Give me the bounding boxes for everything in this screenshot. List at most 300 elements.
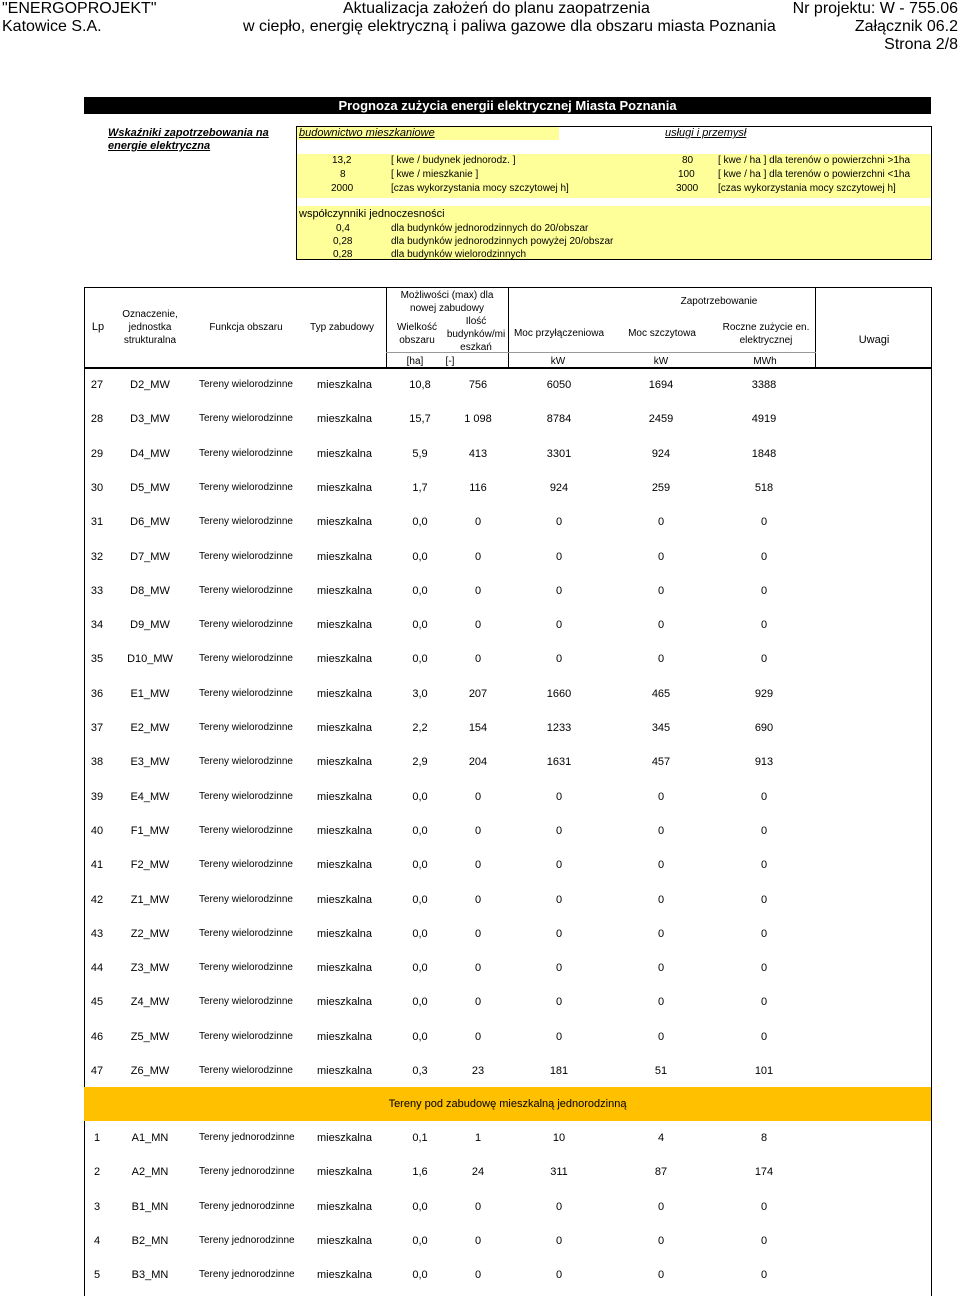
cell-roczne: 0 [760,1030,768,1043]
company-city: Katowice S.A. [2,18,102,35]
cell-oznaczenie: D8_MW [130,584,170,597]
table-row [84,547,932,567]
cell-roczne: 0 [760,824,768,837]
cell-lp: 1 [93,1132,101,1144]
attachment-number: Załącznik 06.2 [854,18,958,35]
cell-moc-szczyt: 0 [657,1200,665,1213]
cell-moc-szczyt: 345 [651,722,671,734]
cell-oznaczenie: Z2_MW [130,927,170,940]
cell-typ: mieszkalna [317,653,373,666]
doc-title-line2: w ciepło, energię elektryczną i paliwa gazowe dla obszaru miasta Poznania [243,18,776,35]
coef-value: 0,4 [336,223,350,234]
cell-oznaczenie: D3_MW [130,413,170,426]
cell-funkcja: Tereny jednorodzinne [199,1269,295,1281]
cell-funkcja: Tereny wielorodzinne [199,1065,293,1076]
cell-lp: 38 [90,756,104,769]
cell-wielkosc: 2,9 [412,756,428,769]
coef-value: 0,28 [333,249,353,260]
cell-moc-przyl: 0 [555,550,563,563]
table-row [84,478,932,498]
cell-wielkosc: 1,7 [412,481,428,494]
table-row [84,1027,932,1047]
cell-moc-szczyt: 457 [651,756,671,769]
cell-typ: mieszkalna [317,1065,373,1077]
cell-roczne: 0 [760,859,768,872]
cell-lp: 39 [90,790,104,803]
table-row [84,924,932,944]
cell-moc-przyl: 0 [555,653,563,666]
cell-typ: mieszkalna [317,1166,373,1179]
cell-moc-przyl: 0 [555,1234,563,1247]
cell-roczne: 0 [760,550,768,563]
cell-lp: 31 [90,516,104,529]
header-funkcja: Funkcja obszaru [209,322,283,333]
cell-wielkosc: 0,0 [412,516,428,529]
cell-funkcja: Tereny wielorodzinne [199,824,293,836]
cell-wielkosc: 0,0 [412,824,428,837]
cell-ilosc: 24 [471,1166,485,1179]
company-name: "ENERGOPROJEKT" [2,0,157,17]
cell-lp: 37 [90,722,104,734]
cell-typ: mieszkalna [317,1132,373,1144]
cell-lp: 42 [90,893,104,906]
cell-funkcja: Tereny wielorodzinne [199,619,293,631]
cell-moc-przyl: 0 [555,927,563,940]
housing-unit: [ kwe / mieszkanie ] [391,169,479,180]
cell-wielkosc: 0,0 [412,859,428,872]
services-unit: [czas wykorzystania mocy szczytowej h] [718,183,896,194]
cell-moc-szczyt: 924 [651,447,671,460]
cell-roczne: 0 [760,996,768,1009]
cell-typ: mieszkalna [317,962,373,975]
cell-roczne: 174 [754,1166,774,1179]
table-row [84,1197,932,1217]
table-row [84,958,932,978]
table-row [84,649,932,669]
cell-typ: mieszkalna [317,550,373,563]
cell-wielkosc: 0,0 [412,1234,428,1247]
cell-funkcja: Tereny wielorodzinne [199,481,293,493]
cell-lp: 28 [90,413,104,426]
cell-lp: 2 [93,1166,101,1179]
cell-oznaczenie: E3_MW [130,756,170,769]
cell-moc-szczyt: 51 [654,1065,668,1077]
cell-moc-przyl: 10 [552,1132,566,1144]
cell-moc-przyl: 311 [550,1166,568,1179]
cell-oznaczenie: D7_MW [130,550,170,563]
header-lp: Lp [91,321,105,333]
table-row [84,375,932,395]
cell-lp: 32 [90,550,104,563]
table-row [84,821,932,841]
cell-funkcja: Tereny wielorodzinne [199,687,293,699]
cell-lp: 35 [90,653,104,666]
cell-ilosc: 756 [468,379,488,391]
cell-funkcja: Tereny wielorodzinne [199,413,293,425]
cell-funkcja: Tereny wielorodzinne [199,722,293,733]
cell-wielkosc: 0,0 [412,790,428,803]
cell-moc-przyl: 8784 [546,413,572,426]
cell-moc-szczyt: 0 [657,859,665,872]
cell-moc-szczyt: 2459 [648,413,674,426]
page-number: Strona 2/8 [884,36,958,53]
cell-moc-szczyt: 0 [657,653,665,666]
table-row [84,615,932,635]
cell-wielkosc: 0,3 [412,1065,428,1077]
cell-wielkosc: 2,2 [412,722,428,734]
cell-moc-szczyt: 0 [657,1269,665,1282]
cell-roczne: 0 [760,893,768,906]
cell-typ: mieszkalna [317,859,373,872]
header-mozliwosci: Możliwości (max) dla nowej zabudowy [400,290,494,314]
cell-oznaczenie: D10_MW [127,653,173,666]
cell-oznaczenie: Z3_MW [130,962,170,975]
cell-moc-szczyt: 87 [654,1166,668,1179]
cell-wielkosc: 0,0 [412,927,428,940]
cell-lp: 5 [93,1269,101,1282]
housing-value: 13,2 [332,155,352,166]
housing-value: 8 [340,169,346,180]
cell-roczne: 929 [754,687,774,700]
cell-moc-przyl: 0 [555,824,563,837]
services-unit: [ kwe / ha ] dla terenów o powierzchni <1ha [718,169,911,180]
cell-oznaczenie: Z1_MW [130,893,170,906]
cell-ilosc: 0 [474,962,482,975]
cell-moc-przyl: 0 [555,619,563,632]
cell-typ: mieszkalna [317,790,373,803]
services-unit: [ kwe / ha ] dla terenów o powierzchni >1ha [718,155,911,166]
cell-ilosc: 0 [474,584,482,597]
cell-wielkosc: 0,0 [412,1269,428,1282]
cell-oznaczenie: E4_MW [130,790,170,803]
cell-typ: mieszkalna [317,379,373,391]
table-row [84,992,932,1012]
cell-moc-przyl: 0 [555,1200,563,1213]
cell-roczne: 0 [760,790,768,803]
cell-lp: 45 [90,996,104,1009]
cell-lp: 46 [90,1030,104,1043]
cell-moc-szczyt: 259 [651,481,671,494]
cell-ilosc: 0 [474,1269,482,1282]
cell-ilosc: 0 [474,893,482,906]
cell-moc-przyl: 0 [555,1030,563,1043]
cell-roczne: 0 [760,927,768,940]
cell-oznaczenie: Z6_MW [130,1065,170,1077]
cell-funkcja: Tereny wielorodzinne [199,996,293,1008]
unit-count: [-] [445,356,455,367]
services-value: 100 [678,169,695,180]
cell-roczne: 518 [754,481,774,494]
cell-funkcja: Tereny jednorodzinne [199,1166,295,1178]
cell-wielkosc: 0,0 [412,550,428,563]
cell-moc-przyl: 924 [549,481,569,494]
cell-wielkosc: 1,6 [412,1166,428,1179]
cell-roczne: 8 [760,1132,768,1144]
cell-funkcja: Tereny wielorodzinne [199,927,293,939]
cell-ilosc: 207 [468,687,488,700]
cell-wielkosc: 5,9 [412,447,428,460]
cell-oznaczenie: D6_MW [130,516,170,529]
cell-ilosc: 0 [474,516,482,529]
cell-wielkosc: 0,0 [412,1200,428,1213]
cell-ilosc: 0 [474,824,482,837]
coef-text: dla budynków jednorodzinnych do 20/obszar [391,223,589,234]
table-row [84,1162,932,1182]
services-value: 80 [682,155,694,166]
table-row [84,581,932,601]
cell-funkcja: Tereny wielorodzinne [199,516,293,528]
table-row [84,890,932,910]
cell-typ: mieszkalna [317,687,373,700]
cell-moc-szczyt: 0 [657,619,665,632]
cell-typ: mieszkalna [317,584,373,597]
housing-label: budownictwo mieszkaniowe [299,127,435,139]
cell-oznaczenie: B3_MN [131,1269,169,1282]
unit-mwh: MWh [753,356,777,367]
cell-roczne: 913 [754,756,774,769]
cell-funkcja: Tereny wielorodzinne [199,962,293,974]
doc-title-line1: Aktualizacja założeń do planu zaopatrzenia [343,0,650,17]
cell-funkcja: Tereny wielorodzinne [199,790,293,802]
cell-roczne: 0 [760,584,768,597]
cell-moc-przyl: 0 [555,1269,563,1282]
cell-typ: mieszkalna [317,481,373,494]
indicators-label: Wskaźniki zapotrzebowania na energie elektryczna [108,127,269,152]
cell-oznaczenie: D5_MW [130,481,170,494]
table-row [84,1128,932,1148]
cell-oznaczenie: B2_MN [131,1234,169,1247]
cell-typ: mieszkalna [317,996,373,1009]
cell-moc-szczyt: 0 [657,996,665,1009]
cell-wielkosc: 3,0 [412,687,428,700]
header-roczne: Roczne zużycie en. elektrycznej [722,322,810,346]
cell-moc-przyl: 0 [555,996,563,1009]
cell-ilosc: 23 [471,1065,485,1077]
cell-wielkosc: 0,0 [412,653,428,666]
cell-funkcja: Tereny jednorodzinne [199,1200,295,1212]
cell-moc-szczyt: 0 [657,550,665,563]
cell-lp: 47 [90,1065,104,1077]
cell-lp: 34 [90,619,104,632]
cell-roczne: 0 [760,1269,768,1282]
cell-moc-przyl: 0 [555,516,563,529]
cell-lp: 33 [90,584,104,597]
cell-ilosc: 0 [474,790,482,803]
cell-typ: mieszkalna [317,619,373,632]
header-oznaczenie: Oznaczenie, jednostka strukturalna [122,309,178,346]
cell-moc-szczyt: 0 [657,516,665,529]
cell-lp: 41 [90,859,104,872]
table-row [84,1061,932,1081]
table-row [84,512,932,532]
cell-funkcja: Tereny wielorodzinne [199,550,293,562]
cell-lp: 29 [90,447,104,460]
cell-oznaczenie: A1_MN [131,1132,169,1144]
cell-ilosc: 1 [474,1132,482,1144]
cell-funkcja: Tereny jednorodzinne [199,1234,295,1246]
header-ilosc: Ilość budynków/mi eszkań [446,316,506,353]
cell-moc-szczyt: 0 [657,824,665,837]
cell-moc-przyl: 0 [555,584,563,597]
table-row [84,444,932,464]
cell-roczne: 4919 [751,413,777,426]
cell-typ: mieszkalna [317,1030,373,1043]
header-zapotrzebowanie: Zapotrzebowanie [680,296,758,307]
cell-funkcja: Tereny wielorodzinne [199,447,293,459]
housing-unit: [ kwe / budynek jednorodz. ] [391,155,516,166]
cell-moc-szczyt: 4 [657,1132,665,1144]
cell-roczne: 0 [760,516,768,529]
unit-kw-szczyt: kW [653,356,669,367]
table-row [84,1265,932,1285]
cell-wielkosc: 0,1 [412,1132,428,1144]
cell-ilosc: 0 [474,859,482,872]
cell-ilosc: 0 [474,996,482,1009]
cell-wielkosc: 0,0 [412,996,428,1009]
cell-typ: mieszkalna [317,722,373,734]
cell-ilosc: 0 [474,619,482,632]
housing-value: 2000 [331,183,354,194]
cell-oznaczenie: Z4_MW [130,996,170,1009]
cell-roczne: 0 [760,1200,768,1213]
table-row [84,718,932,738]
table-row [84,752,932,772]
cell-lp: 44 [90,962,104,975]
cell-wielkosc: 0,0 [412,584,428,597]
header-moc-szczytowa: Moc szczytowa [628,328,696,339]
table-row [84,409,932,429]
cell-funkcja: Tereny jednorodzinne [199,1132,295,1143]
table-row [84,1231,932,1251]
cell-wielkosc: 15,7 [409,413,431,426]
cell-oznaczenie: F1_MW [130,824,170,837]
cell-oznaczenie: E2_MW [130,722,170,734]
cell-typ: mieszkalna [317,413,373,426]
cell-moc-przyl: 6050 [546,379,572,391]
cell-oznaczenie: Z5_MW [130,1030,170,1043]
cell-roczne: 101 [754,1065,774,1077]
cell-moc-przyl: 1631 [546,756,572,769]
cell-funkcja: Tereny wielorodzinne [199,756,293,768]
cell-typ: mieszkalna [317,1200,373,1213]
header-typ: Typ zabudowy [310,322,374,333]
cell-funkcja: Tereny wielorodzinne [199,653,293,665]
header-uwagi: Uwagi [858,334,890,346]
cell-ilosc: 0 [474,1030,482,1043]
cell-moc-szczyt: 0 [657,962,665,975]
cell-moc-szczyt: 0 [657,1030,665,1043]
cell-typ: mieszkalna [317,927,373,940]
cell-ilosc: 0 [474,1200,482,1213]
cell-roczne: 0 [760,619,768,632]
cell-moc-przyl: 0 [555,859,563,872]
cell-moc-szczyt: 0 [657,927,665,940]
header-wielkosc: Wielkość obszaru [396,322,437,346]
cell-funkcja: Tereny wielorodzinne [199,893,293,905]
cell-ilosc: 0 [474,1234,482,1247]
cell-moc-szczyt: 0 [657,584,665,597]
section-jednorodzinne: Tereny pod zabudowę mieszkalną jednorodzinną [84,1087,931,1121]
cell-roczne: 3388 [751,379,777,391]
project-number: Nr projektu: W - 755.06 [792,0,958,17]
cell-funkcja: Tereny wielorodzinne [199,859,293,871]
cell-wielkosc: 10,8 [409,379,431,391]
cell-typ: mieszkalna [317,824,373,837]
cell-ilosc: 0 [474,653,482,666]
table-row [84,787,932,807]
unit-ha: [ha] [406,356,424,367]
cell-wielkosc: 0,0 [412,962,428,975]
cell-ilosc: 413 [468,447,488,460]
cell-lp: 30 [90,481,104,494]
coef-text: dla budynków jednorodzinnych powyżej 20/obszar [391,236,614,247]
cell-wielkosc: 0,0 [412,1030,428,1043]
cell-ilosc: 204 [468,756,488,769]
cell-moc-szczyt: 465 [651,687,671,700]
cell-lp: 40 [90,824,104,837]
cell-lp: 4 [93,1234,101,1247]
cell-roczne: 1848 [751,447,777,460]
cell-moc-przyl: 1660 [546,687,572,700]
cell-typ: mieszkalna [317,893,373,906]
cell-oznaczenie: B1_MN [131,1200,169,1213]
cell-lp: 27 [90,379,104,391]
cell-moc-szczyt: 0 [657,893,665,906]
cell-typ: mieszkalna [317,447,373,460]
cell-roczne: 0 [760,1234,768,1247]
cell-ilosc: 116 [469,481,487,494]
cell-oznaczenie: D2_MW [130,379,170,391]
header-moc-przylaczeniowa: Moc przyłączeniowa [513,328,605,339]
cell-oznaczenie: D4_MW [130,447,170,460]
cell-oznaczenie: F2_MW [130,859,170,872]
cell-typ: mieszkalna [317,1269,373,1282]
cell-oznaczenie: A2_MN [131,1166,169,1179]
cell-ilosc: 0 [474,550,482,563]
cell-moc-przyl: 0 [555,893,563,906]
coef-value: 0,28 [333,236,353,247]
cell-oznaczenie: D9_MW [130,619,170,632]
table-row [84,684,932,704]
cell-lp: 36 [90,687,104,700]
services-label: usługi i przemysł [665,127,747,139]
cell-moc-szczyt: 0 [657,1234,665,1247]
cell-moc-szczyt: 1694 [648,379,674,391]
cell-lp: 3 [93,1200,101,1213]
cell-moc-przyl: 0 [555,962,563,975]
coef-label: współczynniki jednoczesności [299,208,445,220]
services-value: 3000 [676,183,699,194]
cell-ilosc: 0 [474,927,482,940]
cell-wielkosc: 0,0 [412,893,428,906]
cell-roczne: 0 [760,962,768,975]
cell-funkcja: Tereny wielorodzinne [199,1030,293,1042]
cell-typ: mieszkalna [317,516,373,529]
header-col-line [386,287,387,368]
cell-moc-szczyt: 0 [657,790,665,803]
cell-funkcja: Tereny wielorodzinne [199,379,293,390]
cell-moc-przyl: 181 [549,1065,569,1077]
cell-moc-przyl: 3301 [546,447,572,460]
unit-kw-przyl: kW [550,356,566,367]
page-title: Prognoza zużycia energii elektrycznej Miasta Poznania [84,97,931,114]
cell-oznaczenie: E1_MW [130,687,170,700]
housing-unit: [czas wykorzystania mocy szczytowej h] [391,183,569,194]
coef-text: dla budynków wielorodzinnych [391,249,527,260]
cell-wielkosc: 0,0 [412,619,428,632]
cell-moc-przyl: 0 [555,790,563,803]
cell-lp: 43 [90,927,104,940]
